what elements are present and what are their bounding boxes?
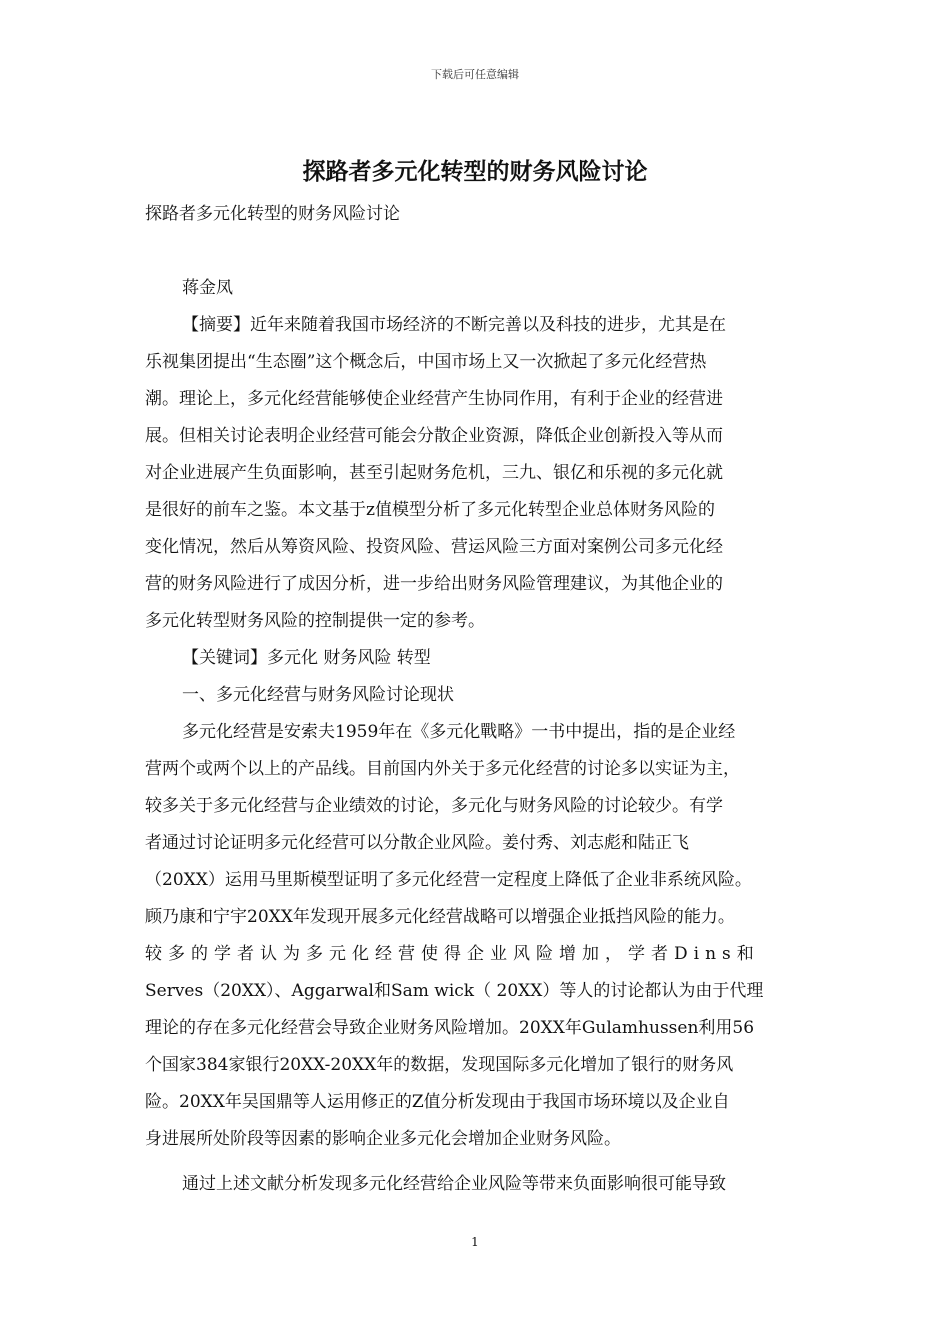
- abstract-line: 乐视集团提出“生态圈”这个概念后，中国市场上又一次掀起了多元化经营热: [145, 352, 707, 372]
- paragraph-line: 较多关于多元化经营与企业绩效的讨论，多元化与财务风险的讨论较少。有学: [145, 796, 723, 816]
- paragraph-line: 理论的存在多元化经营会导致企业财务风险增加。20XX年Gulamhussen利用56: [145, 1018, 755, 1038]
- paragraph-line: 者通过讨论证明多元化经营可以分散企业风险。姜付秀、刘志彪和陆正飞: [145, 833, 689, 853]
- paragraph-line: 险。20XX年吴国鼎等人运用修正的Z值分析发现由于我国市场环境以及企业自: [145, 1092, 730, 1112]
- abstract-line: 对企业进展产生负面影响，甚至引起财务危机，三九、银亿和乐视的多元化就: [145, 463, 723, 483]
- paragraph-line: 多元化经营是安索夫1959年在《多元化戰略》一书中提出，指的是企业经: [182, 722, 736, 742]
- page-number: 1: [471, 1235, 479, 1249]
- keywords-line: 【关键词】多元化 财务风险 转型: [182, 648, 431, 668]
- paragraph-line: Serves（20XX）、Aggarwal和Sam wick（ 20XX）等人的讨论都认为由于代理: [145, 981, 764, 1001]
- paragraph-line: 个国家384家银行20XX-20XX年的数据，发现国际多元化增加了银行的财务风: [145, 1055, 734, 1075]
- document-body: [145, 196, 805, 1203]
- abstract-line: 【摘要】近年来随着我国市场经济的不断完善以及科技的进步，尤其是在: [182, 315, 726, 335]
- paragraph-line: 身进展所处阶段等因素的影响企业多元化会增加企业财务风险。: [145, 1129, 621, 1149]
- literature-paragraph: [145, 714, 805, 1158]
- abstract-paragraph: [145, 307, 805, 640]
- paragraph-line: 营两个或两个以上的产品线。目前国内外关于多元化经营的讨论多以实证为主，: [145, 759, 740, 779]
- document-title: 探路者多元化转型的财务风险讨论: [302, 158, 648, 185]
- page-header: 下载后可任意编辑: [431, 68, 519, 81]
- subtitle-line: 探路者多元化转型的财务风险讨论: [145, 204, 400, 224]
- paragraph-line: （20XX）运用马里斯模型证明了多元化经营一定程度上降低了企业非系统风险。: [145, 870, 752, 890]
- section-heading: 一、多元化经营与财务风险讨论现状: [182, 685, 454, 705]
- abstract-line: 多元化转型财务风险的控制提供一定的参考。: [145, 611, 485, 631]
- abstract-line: 变化情况，然后从筹资风险、投资风险、营运风险三方面对案例公司多元化经: [145, 537, 723, 557]
- abstract-line: 潮。理论上，多元化经营能够使企业经营产生协同作用，有利于企业的经营进: [145, 389, 723, 409]
- paragraph-line: 顾乃康和宁宇20XX年发现开展多元化经营战略可以增强企业抵挡风险的能力。: [145, 907, 735, 927]
- paragraph-line: 较多的学者认为多元化经营使得企业风险增加，学者Dins和: [145, 944, 760, 964]
- abstract-line: 是很好的前车之鉴。本文基于z值模型分析了多元化转型企业总体财务风险的: [145, 500, 715, 520]
- abstract-line: 营的财务风险进行了成因分析，进一步给出财务风险管理建议，为其他企业的: [145, 574, 723, 594]
- blank-line: [145, 233, 805, 270]
- author-name: 蒋金凤: [182, 278, 233, 298]
- paragraph-line: 通过上述文献分析发现多元化经营给企业风险等带来负面影响很可能导致: [182, 1174, 726, 1194]
- abstract-line: 展。但相关讨论表明企业经营可能会分散企业资源，降低企业创新投入等从而: [145, 426, 723, 446]
